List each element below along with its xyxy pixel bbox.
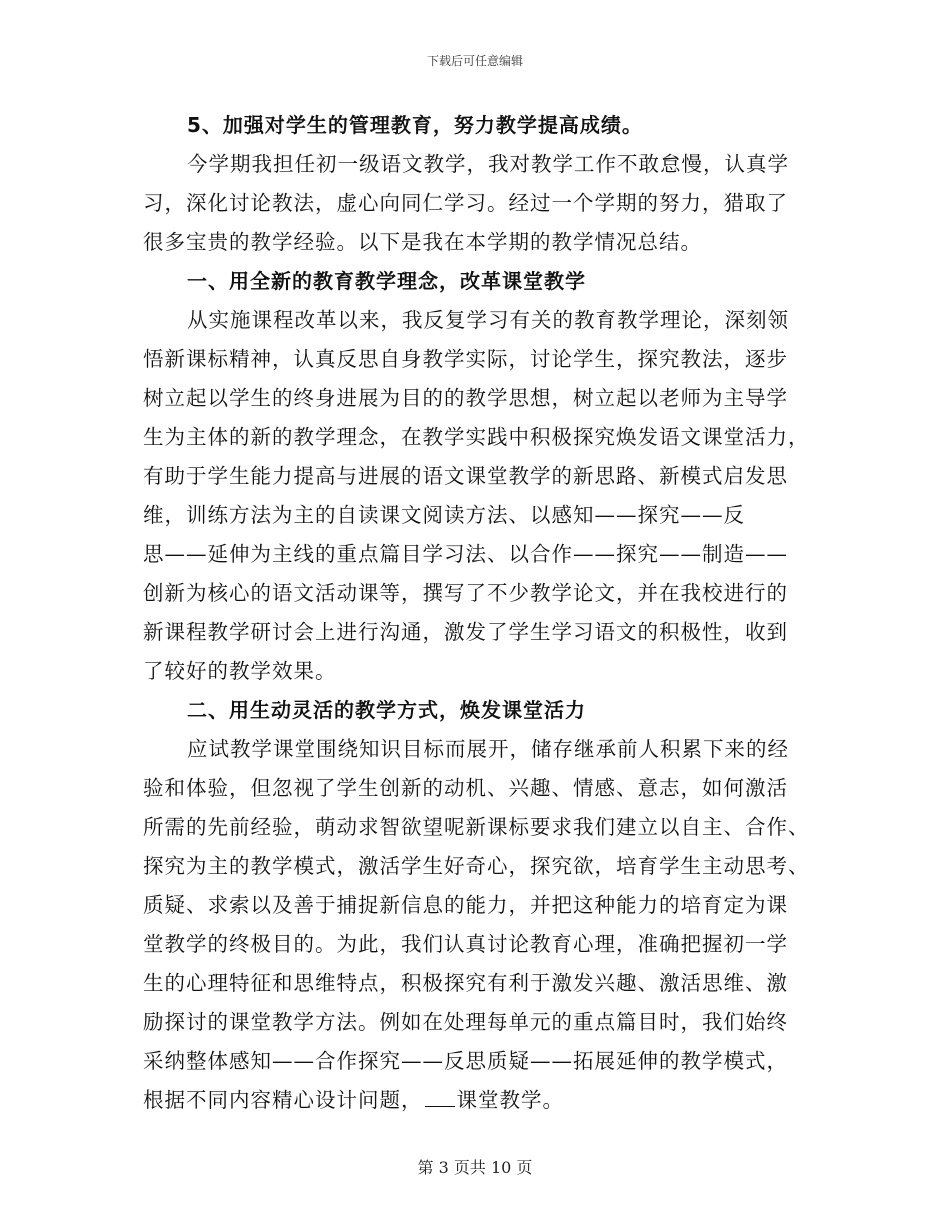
section-1-line: 有助于学生能力提高与进展的语文课堂教学的新思路、新模式启发思 bbox=[143, 464, 788, 488]
section-1-line: 创新为核心的语文活动课等，撰写了不少教学论文，并在我校进行的 bbox=[143, 581, 788, 605]
section-2-line: 堂教学的终极目的。为此，我们认真讨论教育心理，准确把握初一学 bbox=[143, 932, 788, 956]
section-2-line: 采纳整体感知——合作探究——反思质疑——拓展延伸的教学模式， bbox=[143, 1049, 788, 1073]
section-2-line: 励探讨的课堂教学方法。例如在处理每单元的重点篇目时，我们始终 bbox=[143, 1010, 788, 1034]
section-1-line: 思——延伸为主线的重点篇目学习法、以合作——探究——制造—— bbox=[143, 542, 788, 566]
section-1-line: 生为主体的新的教学理念，在教学实践中积极探究焕发语文课堂活力， bbox=[143, 425, 810, 449]
section-2-line: 所需的先前经验，萌动求智欲望呢新课标要求我们建立以自主、合作、 bbox=[143, 815, 810, 839]
page-number: 第 3 页共 10 页 bbox=[417, 1158, 533, 1177]
page-header-note: 下载后可任意编辑 bbox=[426, 54, 523, 68]
section-2-line: 生的心理特征和思维特点，积极探究有利于激发兴趣、激活思维、激 bbox=[143, 971, 788, 995]
section-1-line: 了较好的教学效果。 bbox=[143, 659, 337, 683]
section-1-line: 悟新课标精神，认真反思自身教学实际，讨论学生，探究教法，逐步 bbox=[143, 347, 788, 371]
section-2-last-line bbox=[143, 1081, 807, 1120]
document-body bbox=[143, 106, 810, 1120]
intro-line: 今学期我担任初一级语文教学，我对教学工作不敢怠慢，认真学 bbox=[187, 152, 789, 176]
section-1-line: 树立起以学生的终身进展为目的的教学思想，树立起以老师为主导学 bbox=[143, 386, 788, 410]
intro-line: 很多宝贵的教学经验。以下是我在本学期的教学情况总结。 bbox=[143, 230, 702, 254]
intro-paragraph bbox=[143, 145, 807, 262]
fill-in-blank bbox=[425, 1088, 455, 1107]
section-2-line: 探究为主的教学模式，激活学生好奇心，探究欲，培育学生主动思考、 bbox=[143, 854, 810, 878]
heading-item-5: 5、加强对学生的管理教育，努力教学提高成绩。 bbox=[187, 113, 643, 137]
section-2-line: 应试教学课堂围绕知识目标而展开，储存继承前人积累下来的经 bbox=[187, 737, 789, 761]
last-line-before: 根据不同内容精心设计问题， bbox=[143, 1088, 423, 1112]
section-2-line: 验和体验，但忽视了学生创新的动机、兴趣、情感、意志，如何激活 bbox=[143, 776, 788, 800]
section-1-line: 新课程教学研讨会上进行沟通，激发了学生学习语文的积极性，收到 bbox=[143, 620, 788, 644]
section-2-title: 二、用生动灵活的教学方式，焕发课堂活力 bbox=[187, 698, 586, 722]
section-2-line: 质疑、求索以及善于捕捉新信息的能力，并把这种能力的培育定为课 bbox=[143, 893, 788, 917]
section-1-line: 维，训练方法为主的自读课文阅读方法、以感知——探究——反 bbox=[143, 503, 745, 527]
intro-line: 习，深化讨论教法，虚心向同仁学习。经过一个学期的努力，猎取了 bbox=[143, 191, 788, 215]
section-1-line: 从实施课程改革以来，我反复学习有关的教育教学理论，深刻领 bbox=[187, 308, 789, 332]
last-line-after: 课堂教学。 bbox=[456, 1088, 564, 1112]
section-1-title: 一、用全新的教育教学理念，改革课堂教学 bbox=[187, 269, 586, 293]
section-2-paragraph bbox=[143, 730, 810, 1120]
section-1-paragraph bbox=[143, 301, 810, 691]
